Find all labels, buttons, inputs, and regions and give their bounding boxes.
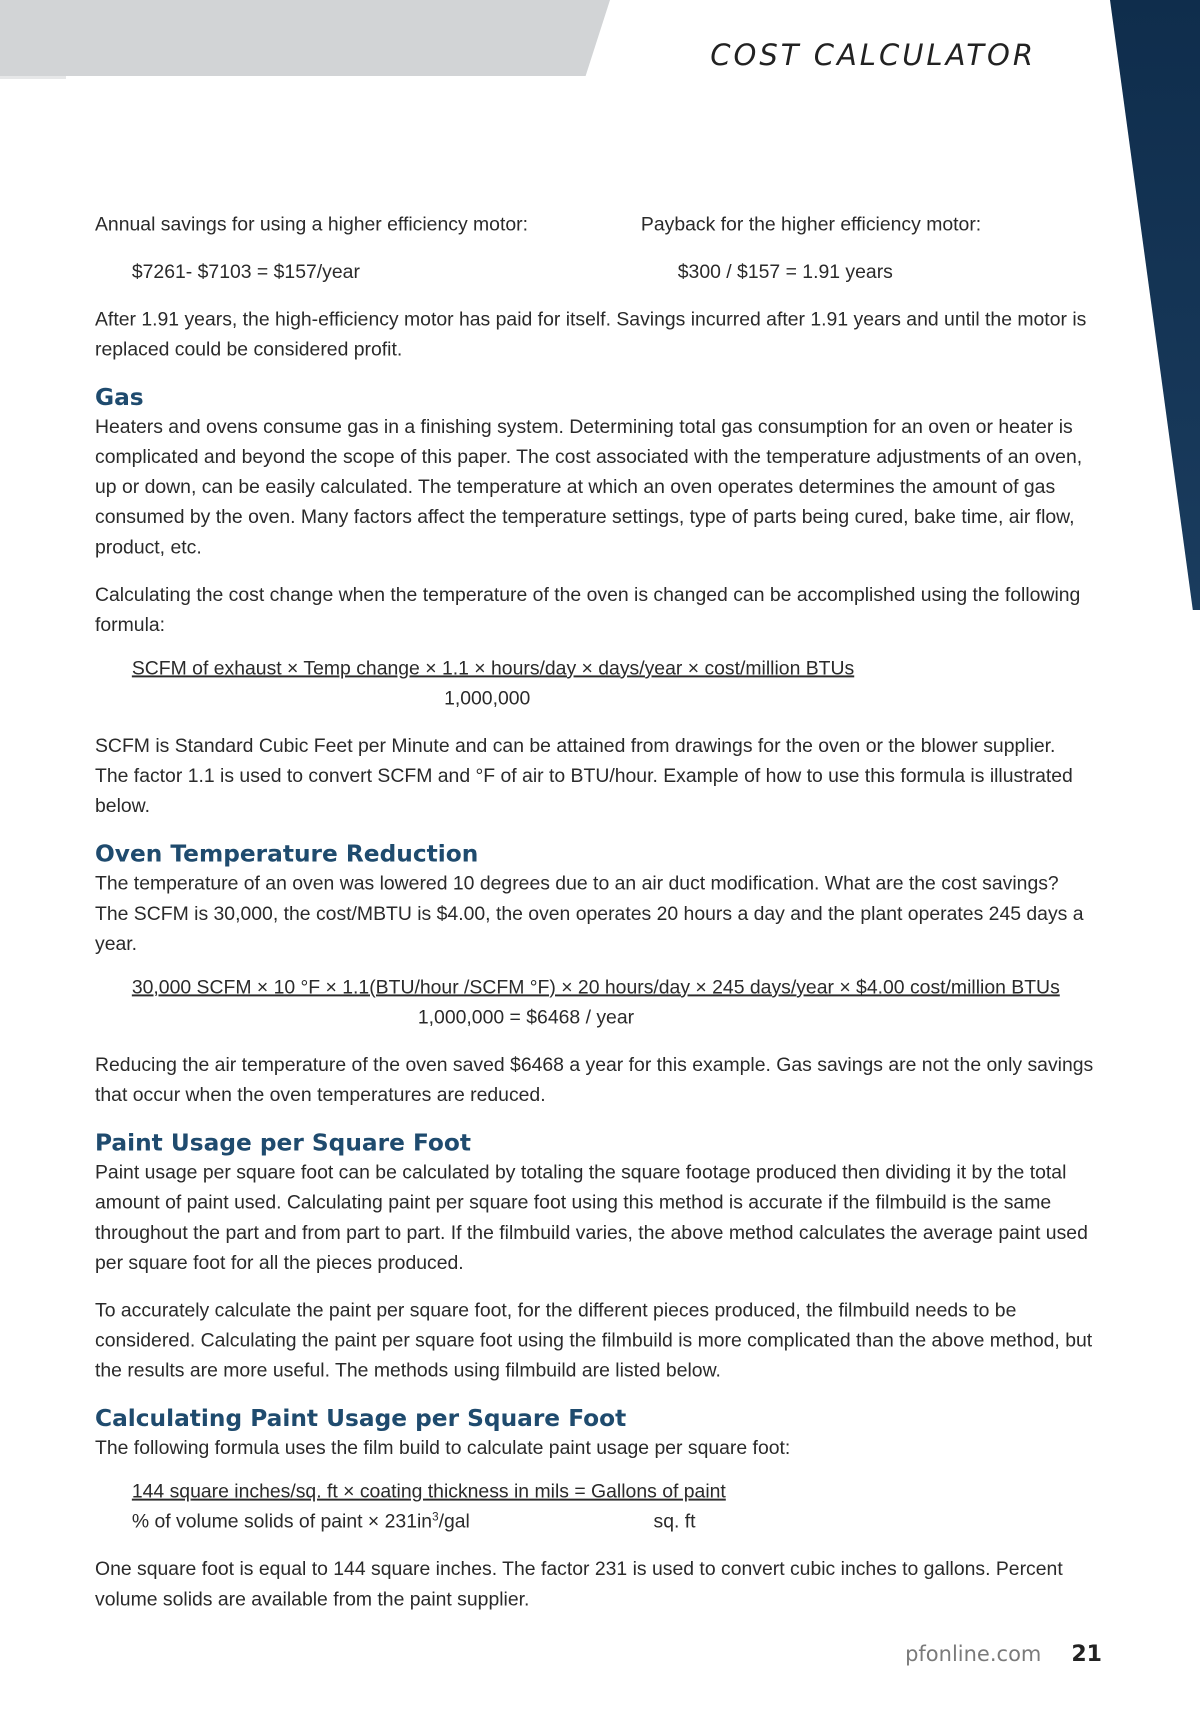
page-footer	[905, 1642, 1102, 1667]
oven-formula-numerator: 30,000 SCFM × 10 °F × 1.1(BTU/hour /SCFM °F) × 20 hours/day × 245 days/year × $4.00 cost/million BTUs	[131, 976, 1060, 999]
motor-summary: After 1.91 years, the high-efficiency motor has paid for itself. Savings incurred after 1.91 years and until the motor is replaced could be considered profit.	[95, 308, 1087, 361]
page-number: 21	[1071, 1642, 1102, 1667]
header-accent-line	[0, 76, 66, 79]
motor-calc-row	[95, 258, 1094, 288]
paint-formula	[95, 1477, 1094, 1537]
side-accent-bar	[1110, 0, 1200, 610]
oven-paragraph-2: Reducing the air temperature of the oven saved $6468 a year for this example. Gas savings are not the only savings that occur when the oven temperatures are reduced.	[95, 1054, 1094, 1106]
paint-formula-den-unit: /gal	[438, 1511, 470, 1533]
paint-formula-den-sup: 3	[432, 1509, 439, 1524]
gas-formula-denominator: 1,000,000	[444, 688, 531, 710]
motor-payback-label: Payback for the higher efficiency motor:	[640, 213, 982, 236]
paint-formula-denominator-left	[132, 1507, 654, 1537]
footer-site[interactable]: pfonline.com	[905, 1642, 1042, 1666]
gas-paragraph-2: Calculating the cost change when the temperature of the oven is changed can be accomplished using the following formula:	[95, 584, 1081, 636]
paint-paragraph-1: Paint usage per square foot can be calculated by totaling the square footage produced then dividing it by the total amount of paint used. Calculating paint per square foot using this method is accurate if the filmbuild is the same throughout the part and from part to part. If the filmbuild varies, the above method calculates the average paint used per square foot for all the pieces produced.	[95, 1162, 1088, 1274]
paint-heading: Paint Usage per Square Foot	[95, 1129, 472, 1157]
motor-savings-calc: $7261- $7103 = $157/year	[131, 261, 360, 283]
motor-labels-row	[95, 210, 1094, 240]
gas-formula	[95, 654, 1094, 714]
article-body	[95, 210, 1094, 1615]
oven-formula	[95, 973, 1094, 1033]
motor-savings-label: Annual savings for using a higher efficiency motor:	[95, 213, 528, 236]
header-tab	[0, 0, 610, 76]
motor-payback-calc: $300 / $157 = 1.91 years	[677, 261, 893, 283]
calc-heading: Calculating Paint Usage per Square Foot	[95, 1404, 627, 1432]
oven-formula-denominator: 1,000,000 = $6468 / year	[417, 1007, 635, 1029]
gas-paragraph-3: SCFM is Standard Cubic Feet per Minute and can be attained from drawings for the oven or the blower supplier. The factor 1.1 is used to convert SCFM and °F of air to BTU/hour. Example of how to use this formula is illustrated below.	[95, 735, 1073, 817]
paint-formula-den-text: % of volume solids of paint × 231in	[131, 1511, 433, 1533]
gas-formula-numerator: SCFM of exhaust × Temp change × 1.1 × hours/day × days/year × cost/million BTUs	[131, 657, 855, 680]
paint-formula-denominator	[132, 1507, 1094, 1537]
paint-formula-denominator-right: sq. ft	[653, 1511, 696, 1533]
oven-heading: Oven Temperature Reduction	[95, 840, 479, 868]
paint-formula-numerator: 144 square inches/sq. ft × coating thickness in mils = Gallons of paint	[131, 1481, 726, 1503]
page-title: COST CALCULATOR	[710, 38, 1036, 72]
calc-paragraph-1: The following formula uses the film build to calculate paint usage per square foot:	[95, 1437, 791, 1459]
calc-paragraph-2: One square foot is equal to 144 square inches. The factor 231 is used to convert cubic inches to gallons. Percent volume solids are available from the paint supplier.	[95, 1558, 1063, 1611]
paint-paragraph-2: To accurately calculate the paint per square foot, for the different pieces produced, the filmbuild needs to be considered. Calculating the paint per square foot using the filmbuild is more complicated than the above method, but the results are more useful. The methods using filmbuild are listed below.	[95, 1299, 1093, 1382]
gas-paragraph-1: Heaters and ovens consume gas in a finishing system. Determining total gas consumption for an oven or heater is complicated and beyond the scope of this paper. The cost associated with the temperature adjustments of an oven, up or down, can be easily calculated. The temperature at which an oven operates determines the amount of gas consumed by the oven. Many factors affect the temperature settings, type of parts being cured, bake time, air flow, product, etc.	[95, 416, 1083, 559]
gas-heading: Gas	[95, 383, 144, 411]
oven-paragraph-1: The temperature of an oven was lowered 10 degrees due to an air duct modification. What are the cost savings? The SCFM is 30,000, the cost/MBTU is $4.00, the oven operates 20 hours a day and the plant operates 245 days a year.	[95, 873, 1084, 955]
